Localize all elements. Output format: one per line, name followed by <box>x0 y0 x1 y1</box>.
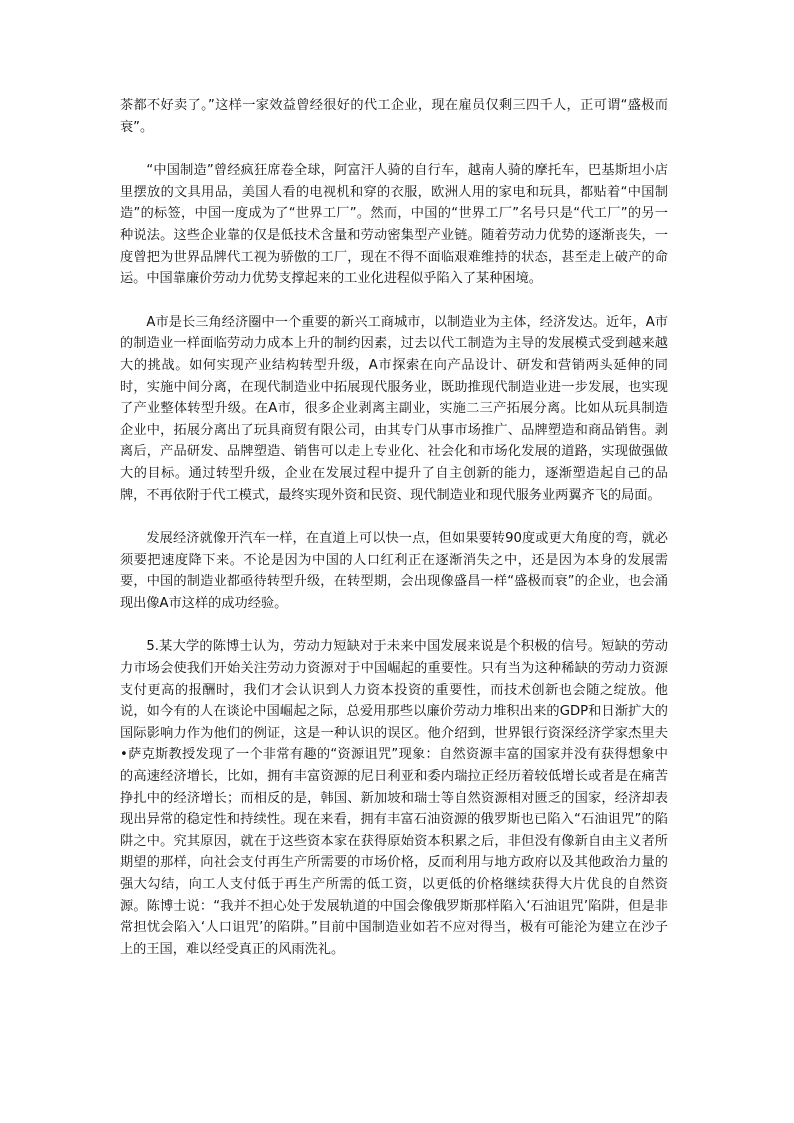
document-body <box>120 95 668 982</box>
paragraph-economic-development: 发展经济就像开汽车一样，在直道上可以快一点，但如果要转90度或更大角度的弯，就必须要把速度降下来。不论是因为中国的人口红利正在逐渐消失之中，还是因为本身的发展需要，中国的制造业都亟待转型升级，在转型期，会出现像盛昌一样“盛极而衰”的企业，也会涌现出像A市这样的成功经验。 <box>120 531 668 611</box>
paragraph-continuation: 茶都不好卖了。”这样一家效益曾经很好的代工企业，现在雇员仅剩三四千人，正可谓“盛极而衰”。 <box>120 98 668 135</box>
paragraph-made-in-china: “中国制造”曾经疯狂席卷全球，阿富汗人骑的自行车，越南人骑的摩托车，巴基斯坦小店里摆放的文具用品，美国人看的电视机和穿的衣服，欧洲人用的家电和玩具，都贴着“中国制造”的标签，中国一度成为了“世界工厂”。然而，中国的“世界工厂”名号只是“代工厂”的另一种说法。这些企业靠的仅是低技术含量和劳动密集型产业链。随着劳动力优势的逐渐丧失，一度曾把为世界品牌代工视为骄傲的工厂，现在不得不面临艰难维持的状态，甚至走上破产的命运。中国靠廉价劳动力优势支撑起来的工业化进程似乎陷入了某种困境。 <box>120 163 668 287</box>
paragraph-city-a: A市是长三角经济圈中一个重要的新兴工商城市，以制造业为主体，经济发达。近年，A市的制造业一样面临劳动力成本上升的制约因素，过去以代工制造为主导的发展模式受到越来越大的挑战。如何实现产业结构转型升级，A市探索在向产品设计、研发和营销两头延伸的同时，实施中间分离，在现代制造业中拓展现代服务业，既助推现代制造业进一步发展，也实现了产业整体转型升级。在A市，很多企业剥离主副业，实施二三产拓展分离。比如从玩具制造企业中，拓展分离出了玩具商贸有限公司，由其专门从事市场推广、品牌塑造和商品销售。剥离后，产品研发、品牌塑造、销售可以走上专业化、社会化和市场化发展的道路，实现做强做大的目标。通过转型升级，企业在发展过程中提升了自主创新的能力，逐渐塑造起自己的品牌，不再依附于代工模式，最终实现外资和民资、现代制造业和现代服务业两翼齐飞的局面。 <box>120 314 668 503</box>
paragraph-item-5: 5.某大学的陈博士认为，劳动力短缺对于未来中国发展来说是个积极的信号。短缺的劳动力市场会使我们开始关注劳动力资源对于中国崛起的重要性。只有当为这种稀缺的劳动力资源支付更高的报酬时，我们才会认识到人力资本投资的重要性，而技术创新也会随之绽放。他说，如今有的人在谈论中国崛起之际，总爱用那些以廉价劳动力堆积出来的GDP和日渐扩大的国际影响力作为他们的例证，这是一种认识的误区。他介绍到，世界银行资深经济学家杰里夫•萨克斯教授发现了一个非常有趣的“资源诅咒”现象：自然资源丰富的国家并没有获得想象中的高速经济增长，比如，拥有丰富资源的尼日利亚和委内瑞拉正经历着较低增长或者是在痛苦挣扎中的经济增长；而相反的是，韩国、新加坡和瑞士等自然资源相对匮乏的国家，经济却表现出异常的稳定性和持续性。现在来看，拥有丰富石油资源的俄罗斯也已陷入“石油诅咒”的陷阱之中。究其原因，就在于这些资本家在获得原始资本积累之后，非但没有像新自由主义者所期望的那样，向社会支付再生产所需要的市场价格，反而利用与地方政府以及其他政治力量的强大勾结，向工人支付低于再生产所需的低工资，以更低的价格继续获得大片优良的自然资源。陈博士说：“我并不担心处于发展轨道的中国会像俄罗斯那样陷入‘石油诅咒’陷阱，但是非常担忧会陷入‘人口诅咒’的陷阱。”目前中国制造业如若不应对得当，极有可能沦为建立在沙子上的王国，难以经受真正的风雨洗礼。 <box>120 639 668 957</box>
